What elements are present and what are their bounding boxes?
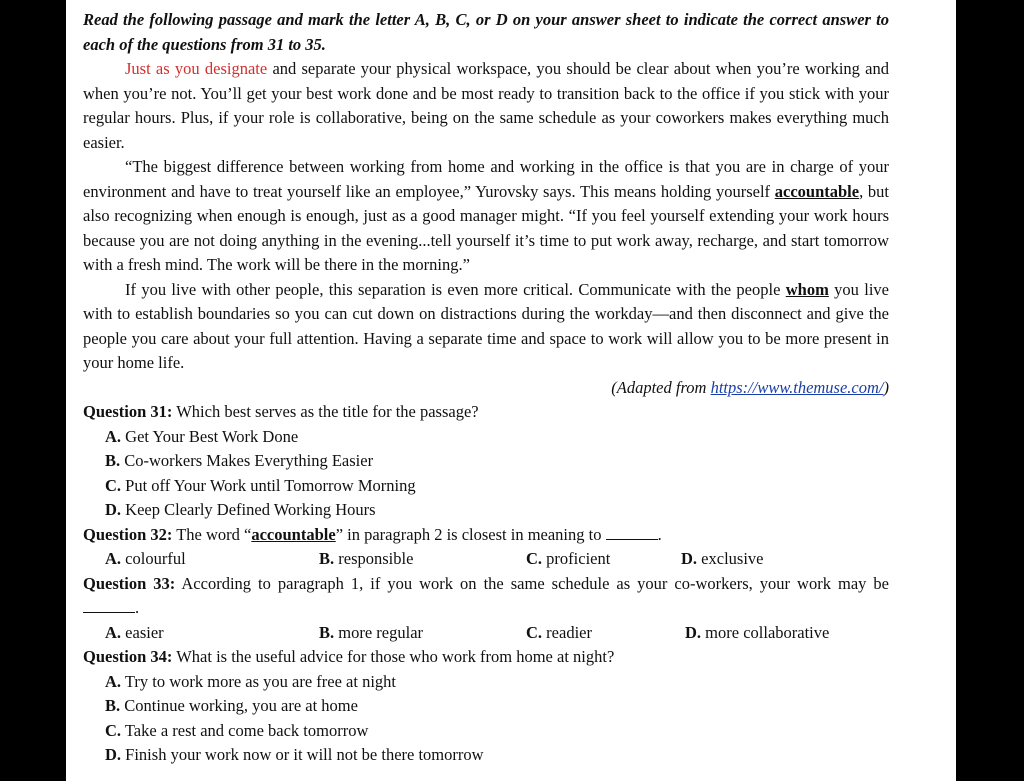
paragraph-1: Just as you designate and separate your physical workspace, you should be clear about when you’re working and when you’re not. You’ll get your best work done and be most ready to transition back to the office if you stick with your regular hours. Plus, if your role is collaborative, being on the same schedule as your coworkers makes everything much easier. xyxy=(83,59,889,152)
q31-option-a[interactable]: A. Get Your Best Work Done xyxy=(105,426,299,446)
answer-blank xyxy=(83,598,135,613)
q32-option-b[interactable]: B. responsible xyxy=(319,549,414,568)
q33-options xyxy=(83,621,889,646)
instructions: Read the following passage and mark the letter A, B, C, or D on your answer sheet to indicate the correct answer to each of the questions from 31 to 35. xyxy=(83,10,889,54)
underlined-word-accountable: accountable xyxy=(774,181,860,201)
question-34: Question 34: What is the useful advice for those who work from home at night? xyxy=(83,647,615,666)
q33-option-c[interactable]: C. readier xyxy=(526,622,592,642)
answer-blank xyxy=(606,525,658,540)
q34-option-d[interactable]: D. Finish your work now or it will not be there tomorrow xyxy=(105,745,484,764)
q32-option-d[interactable]: D. exclusive xyxy=(681,549,764,568)
q33-option-a[interactable]: A. easier xyxy=(105,622,164,642)
q34-option-b[interactable]: B. Continue working, you are at home xyxy=(105,696,358,715)
q34-option-a[interactable]: A. Try to work more as you are free at night xyxy=(105,671,396,691)
underlined-word-whom: whom xyxy=(785,279,829,299)
q32-option-c[interactable]: C. proficient xyxy=(526,549,611,568)
question-32: Question 32: The word “accountable” in paragraph 2 is closest in meaning to . xyxy=(83,524,662,544)
highlighted-phrase: Just as you designate xyxy=(125,59,268,78)
q31-option-b[interactable]: B. Co-workers Makes Everything Easier xyxy=(105,451,374,470)
document-content xyxy=(83,8,889,768)
question-31: Question 31: Which best serves as the title for the passage? xyxy=(83,402,479,421)
q33-option-d[interactable]: D. more collaborative xyxy=(685,622,830,642)
source-link[interactable]: https://www.themuse.com/ xyxy=(710,377,884,397)
q32-options xyxy=(83,547,889,572)
q31-option-c[interactable]: C. Put off Your Work until Tomorrow Morning xyxy=(105,475,416,495)
q32-option-a[interactable]: A. colourful xyxy=(105,549,186,568)
paragraph-2: “The biggest difference between working from home and working in the office is that you are in charge of your environment and have to treat yourself like an employee,” Yurovsky says. This means holding yourself accountable, but also recognizing when enough is enough, just as a good manager might. “If you feel yourself extending your work hours because you are not doing anything in the evening...tell yourself it’s time to put work away, recharge, and start tomorrow with a fresh mind. The work will be there in the morning.” xyxy=(83,157,889,274)
q34-option-c[interactable]: C. Take a rest and come back tomorrow xyxy=(105,720,369,740)
underlined-word-accountable-q32: accountable xyxy=(251,524,336,544)
q33-option-b[interactable]: B. more regular xyxy=(319,622,424,642)
paragraph-3: If you live with other people, this separation is even more critical. Communicate with the people whom you live with to establish boundaries so you can cut down on distractions during the workday—and then disconnect and give the people you care about your full attention. Having a separate time and space to work will allow you to be more present in your home life. xyxy=(83,279,889,372)
document-page xyxy=(66,0,956,781)
question-33: Question 33: According to paragraph 1, if you work on the same schedule as your co-workers, your work may be . xyxy=(83,573,889,617)
q31-option-d[interactable]: D. Keep Clearly Defined Working Hours xyxy=(105,500,376,519)
source-citation: (Adapted from https://www.themuse.com/) xyxy=(611,377,889,397)
